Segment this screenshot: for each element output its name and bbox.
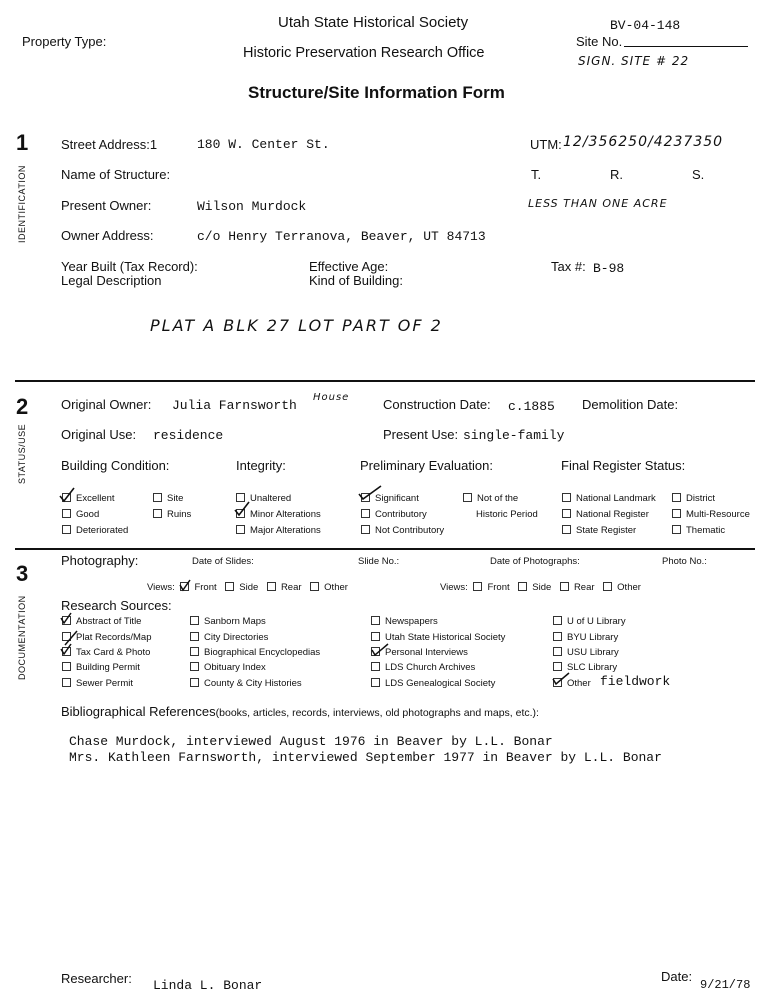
research-source-option[interactable]: Newspapers [371,616,438,627]
owner-address-label: Owner Address: [61,228,154,243]
research-source-option[interactable]: County & City Histories [190,678,302,689]
preliminary-evaluation-label: Preliminary Evaluation: [360,458,493,473]
research-sources-label: Research Sources: [61,598,172,613]
research-source-option[interactable]: U of U Library [553,616,626,627]
office-name: Historic Preservation Research Office [243,45,485,61]
research-source-option[interactable]: LDS Church Archives [371,662,475,673]
construction-date-label: Construction Date: [383,397,491,412]
owner-address-value: c/o Henry Terranova, Beaver, UT 84713 [197,229,486,244]
research-source-option[interactable]: Obituary Index [190,662,266,673]
reference-line: Chase Murdock, interviewed August 1976 in Beaver by L.L. Bonar [69,734,553,749]
section-3-side-label: DOCUMENTATION [17,595,27,680]
research-source-option[interactable]: Other [553,678,591,689]
checkmark-icon [58,486,76,504]
register-option[interactable]: National Register [562,509,649,520]
integrity-option[interactable]: Major Alterations [236,525,321,536]
site-note: SIGN. SITE # 22 [578,54,690,68]
utm-label: UTM: [530,137,562,152]
condition-option[interactable]: Ruins [153,509,191,520]
site-no-label: Site No. [576,34,623,49]
evaluation-option[interactable]: Not of the [463,493,518,504]
building-condition-label: Building Condition: [61,458,170,473]
present-use-value: single-family [463,428,565,443]
range-label: R. [610,167,623,182]
condition-option[interactable]: Deteriorated [62,525,128,536]
kind-of-building-label: Kind of Building: [309,273,403,288]
research-source-option[interactable]: BYU Library [553,632,618,643]
research-source-option[interactable]: Personal Interviews [371,647,468,658]
original-use-value: residence [153,428,224,443]
research-source-option[interactable]: USU Library [553,647,619,658]
photo-views: Views: Front Side Rear Other [440,582,641,593]
research-source-option[interactable]: City Directories [190,632,268,643]
construction-date-value: c.1885 [508,399,555,414]
integrity-option[interactable]: Minor Alterations [236,509,321,520]
register-option[interactable]: National Landmark [562,493,656,504]
register-option[interactable]: State Register [562,525,636,536]
section-2-divider [15,548,755,550]
present-use-label: Present Use: [383,427,459,442]
photography-label: Photography: [61,553,139,568]
date-of-photographs-label: Date of Photographs: [490,556,580,567]
legal-description-value: PLAT A BLK 27 LOT PART OF 2 [150,316,443,335]
form-title: Structure/Site Information Form [248,83,505,102]
integrity-label: Integrity: [236,458,286,473]
register-option[interactable]: Multi-Resource [672,509,750,520]
evaluation-option[interactable]: Significant [361,493,419,504]
original-owner-note: House [313,392,350,403]
section-1-divider [15,380,755,382]
register-option[interactable]: Thematic [672,525,725,536]
tax-number-value: B-98 [593,261,625,276]
section-2-side-label: STATUS/USE [17,423,27,484]
section-1-number: 1 [16,130,29,155]
condition-option[interactable]: Excellent [62,493,115,504]
evaluation-option[interactable]: Contributory [361,509,427,520]
checkmark-icon [59,642,73,656]
street-address-value: 180 W. Center St. [197,137,330,152]
utm-value: 12/356250/4237350 [563,134,724,150]
condition-option[interactable]: Good [62,509,99,520]
section-label: S. [692,167,705,182]
original-owner-value: Julia Farnsworth [172,398,297,413]
research-source-option[interactable]: Sewer Permit [62,678,133,689]
property-type-label: Property Type: [22,34,107,49]
street-address-label: Street Address:1 [61,137,158,152]
research-source-option[interactable]: Utah State Historical Society [371,632,505,643]
research-source-option[interactable]: SLC Library [553,662,617,673]
checkmark-icon [551,671,571,687]
researcher-name: Linda L. Bonar [153,978,263,993]
bibliography-header: Bibliographical References(books, articles, records, interviews, old photographs and maps, etc.): [61,704,539,719]
date-label: Date: [661,969,693,984]
checkmark-icon [357,484,383,502]
slide-views: Views: Front Side Rear Other [147,582,348,593]
year-built-label: Year Built (Tax Record): [61,259,198,274]
township-label: T. [531,167,542,182]
section-3-number: 3 [16,561,29,586]
site-code: BV-04-148 [610,18,681,33]
legal-description-label: Legal Description [61,273,162,288]
section-2-number: 2 [16,394,29,419]
integrity-option[interactable]: Unaltered [236,493,291,504]
org-name: Utah State Historical Society [278,14,469,31]
checkmark-icon [59,611,73,625]
checkmark-icon [178,578,192,592]
checkmark-icon [233,500,251,518]
research-source-option[interactable]: Sanborn Maps [190,616,266,627]
other-source-value: fieldwork [600,674,671,689]
present-owner-value: Wilson Murdock [197,199,307,214]
acreage-note: LESS THAN ONE ACRE [528,197,668,210]
research-source-option[interactable]: Building Permit [62,662,140,673]
evaluation-option[interactable]: Not Contributory [361,525,444,536]
final-register-label: Final Register Status: [561,458,686,473]
register-option[interactable]: District [672,493,715,504]
condition-option[interactable]: Site [153,493,183,504]
researcher-label: Researcher: [61,971,132,986]
research-source-option[interactable]: Biographical Encyclopedias [190,647,320,658]
section-1-side-label: IDENTIFICATION [17,165,27,243]
research-source-option[interactable]: Plat Records/Map [62,632,152,643]
present-owner-label: Present Owner: [61,198,152,213]
effective-age-label: Effective Age: [309,259,389,274]
research-source-option[interactable]: Tax Card & Photo [62,647,150,658]
reference-line: Mrs. Kathleen Farnsworth, interviewed September 1977 in Beaver by L.L. Bonar [69,750,662,765]
slide-no-label: Slide No.: [358,556,400,567]
tax-number-label: Tax #: [551,259,586,274]
photo-no-label: Photo No.: [662,556,707,567]
demolition-date-label: Demolition Date: [582,397,679,412]
site-no-line [624,46,748,47]
research-source-option[interactable]: Abstract of Title [62,616,141,627]
checkmark-icon [370,642,390,658]
research-source-option[interactable]: LDS Genealogical Society [371,678,495,689]
date-of-slides-label: Date of Slides: [192,556,254,567]
structure-name-label: Name of Structure: [61,167,171,182]
evaluation-option-continued: Historic Period [476,509,538,520]
original-use-label: Original Use: [61,427,137,442]
date-value: 9/21/78 [700,978,751,992]
original-owner-label: Original Owner: [61,397,152,412]
